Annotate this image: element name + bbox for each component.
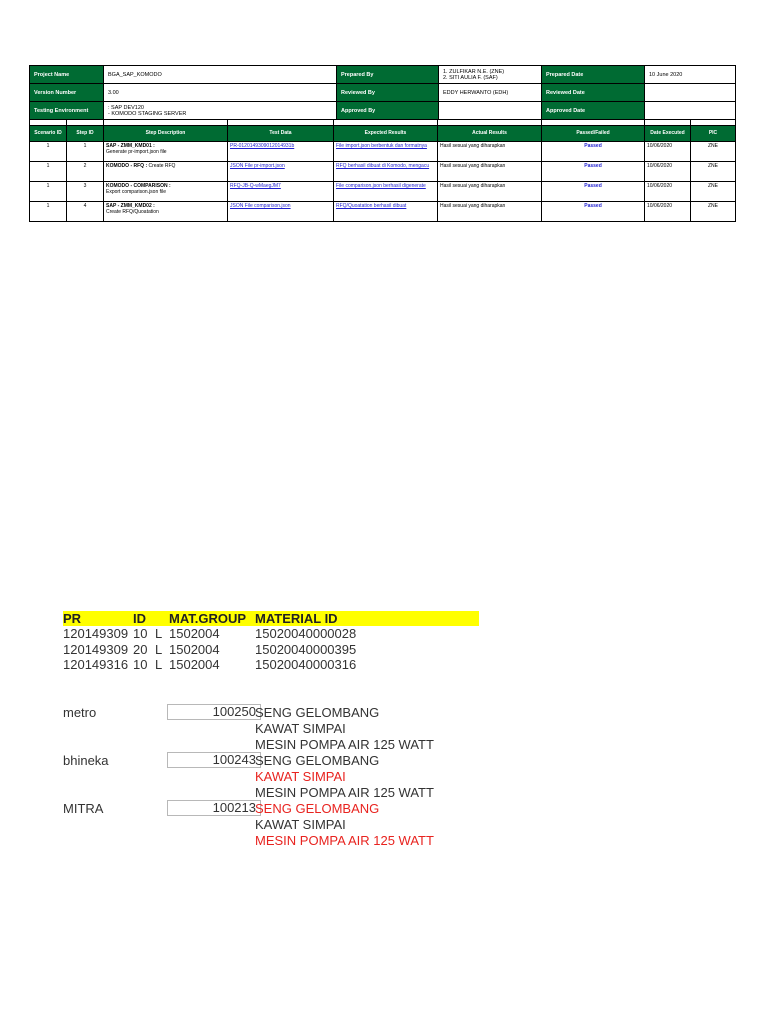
vendor-item-highlighted: MESIN POMPA AIR 125 WATT [255,833,434,848]
pr-table-row [63,626,479,642]
col-actual-results: Actual Results [438,126,542,142]
prepared-by-label: Prepared By [337,66,439,84]
step-description-cell[interactable] [104,162,228,182]
date-executed-cell[interactable]: 10/06/2020 [645,202,691,222]
material-id-cell[interactable]: 15020040000028 [255,626,357,641]
step-description-title: KOMODO - RFQ : [106,163,148,169]
step-id-cell[interactable]: 3 [67,182,104,202]
step-row [30,162,736,182]
step-description-line-2: Create RFQ/Quoatation [106,209,159,215]
date-executed-cell[interactable]: 10/06/2020 [645,142,691,162]
col-pic: PIC [691,126,736,142]
mat-group-cell[interactable]: 1502004 [169,657,220,672]
col-test-data: Test Data [228,126,334,142]
actual-results-cell[interactable]: Hasil sesuai yang diharapkan [438,162,542,182]
project-name-value[interactable]: BGA_SAP_KOMODO [104,66,337,84]
approved-by-value[interactable] [439,102,542,120]
reviewed-date-value[interactable] [645,84,736,102]
vendor-code-cell[interactable]: 100250 [167,704,261,720]
vendor-item: KAWAT SIMPAI [255,721,346,736]
step-id-cell[interactable]: 2 [67,162,104,182]
col-expected-results: Expected Results [334,126,438,142]
expected-results-link[interactable]: File import.json berbentuk dan formatnya [334,142,438,162]
step-description-title: SAP - ZMM_KMD02 : [106,203,155,209]
col-passed-failed: Passed/Failed [542,126,645,142]
vendor-name: bhineka [63,753,109,768]
col-step-description: Step Description [104,126,228,142]
approved-date-label: Approved Date [542,102,645,120]
test-data-link[interactable]: JSON File pr-import.json [228,162,334,182]
pr-table-row [63,657,479,673]
id-cell[interactable]: 10 [133,626,148,641]
test-data-link[interactable]: PR-0120149309012014931b [228,142,334,162]
approved-date-value[interactable] [645,102,736,120]
pr-material-table [63,611,479,673]
expected-results-link[interactable]: RFQ berhasil dibuat di Komodo, mengacu [334,162,438,182]
approved-by-label: Approved By [337,102,439,120]
test-data-link[interactable]: JSON File comparison.json [228,202,334,222]
vendor-name: metro [63,705,97,720]
pr-table-row [63,642,479,658]
id-cell[interactable]: 20 [133,641,148,657]
mat-group-header: MAT.GROUP [169,611,247,626]
vendor-item: SENG GELOMBANG [255,753,380,768]
vendor-item-highlighted: SENG GELOMBANG [255,801,380,816]
environment-info-row [30,102,736,120]
vendor-item: MESIN POMPA AIR 125 WATT [255,785,434,800]
pic-cell[interactable]: ZNE [691,182,736,202]
step-row [30,142,736,162]
scenario-id-cell[interactable]: 1 [30,182,67,202]
col-step-id: Step ID [67,126,104,142]
reviewed-date-label: Reviewed Date [542,84,645,102]
material-id-header: MATERIAL ID [255,611,338,626]
testing-environment-line-1: : SAP DEV120 [108,104,144,111]
pr-cell[interactable]: 120149309 [63,641,129,657]
step-row [30,202,736,222]
actual-results-cell[interactable]: Hasil sesuai yang diharapkan [438,142,542,162]
test-steps-table [29,119,736,222]
pic-cell[interactable]: ZNE [691,142,736,162]
project-info-row [30,66,736,84]
material-id-cell[interactable]: 15020040000316 [255,657,357,672]
step-description-cell[interactable] [104,202,228,222]
status-passed[interactable]: Passed [542,162,645,182]
prepared-date-label: Prepared Date [542,66,645,84]
version-number-label: Version Number [30,84,104,102]
pr-header: PR [63,611,82,626]
actual-results-cell[interactable]: Hasil sesuai yang diharapkan [438,202,542,222]
testing-environment-line-2: - KOMODO STAGING SERVER [108,110,187,117]
step-description-title: SAP - ZMM_KMD01 : [106,143,155,149]
testing-environment-label: Testing Environment [30,102,104,120]
material-id-cell[interactable]: 15020040000395 [255,641,357,657]
step-description-rest: Create RFQ [147,163,176,169]
prepared-by-line-2: 2. SITI AULIA F. (SAF) [443,74,498,81]
step-id-cell[interactable]: 4 [67,202,104,222]
step-description-title: KOMODO - COMPARISON : [106,183,171,189]
status-passed[interactable]: Passed [542,142,645,162]
prepared-date-value[interactable]: 10 June 2020 [645,66,736,84]
prepared-by-value[interactable] [439,66,542,84]
col-date-executed: Date Executed [645,126,691,142]
pic-cell[interactable]: ZNE [691,162,736,182]
prepared-by-line-1: 1. ZULFIKAR N.E. (ZNE) [443,68,505,75]
pr-cell[interactable]: 120149316 [63,657,129,672]
date-executed-cell[interactable]: 10/06/2020 [645,182,691,202]
step-description-line-2: Generate pr-import.json file [106,149,167,155]
l-cell[interactable]: L [155,626,163,641]
step-row [30,182,736,202]
project-name-label: Project Name [30,66,104,84]
mat-group-cell[interactable]: 1502004 [169,626,220,641]
date-executed-cell[interactable]: 10/06/2020 [645,162,691,182]
step-description-line-2: Export comparison.json file [106,189,167,195]
l-cell[interactable]: L [155,657,163,672]
vendor-name: MITRA [63,801,104,816]
step-id-cell[interactable]: 1 [67,142,104,162]
pr-cell[interactable]: 120149309 [63,626,129,641]
steps-header-row [30,126,736,142]
vendor-item-highlighted: KAWAT SIMPAI [255,769,346,784]
scenario-id-cell[interactable]: 1 [30,162,67,182]
step-description-cell[interactable] [104,142,228,162]
pic-cell[interactable]: ZNE [691,202,736,222]
test-data-link[interactable]: RFQ-JB-Q-wMaegJM7 [228,182,334,202]
id-header: ID [133,611,146,626]
id-cell[interactable]: 10 [133,657,148,672]
reviewed-by-value[interactable]: EDDY HERWANTO (EDH) [439,84,542,102]
status-passed[interactable]: Passed [542,182,645,202]
vendor-code-cell[interactable]: 100243 [167,752,261,768]
pr-table-header [63,611,479,626]
expected-results-link[interactable]: File comparison.json berhasil digenerate [334,182,438,202]
step-description-cell[interactable] [104,182,228,202]
project-info-table [29,65,736,120]
version-info-row [30,84,736,102]
reviewed-by-label: Reviewed By [337,84,439,102]
version-number-value[interactable]: 3.00 [104,84,337,102]
l-cell[interactable]: L [155,641,163,657]
status-passed[interactable]: Passed [542,202,645,222]
vendor-item: MESIN POMPA AIR 125 WATT [255,737,434,752]
vendor-code-cell[interactable]: 100213 [167,800,261,816]
vendor-item: SENG GELOMBANG [255,705,380,720]
mat-group-cell[interactable]: 1502004 [169,641,220,657]
testing-environment-value[interactable] [104,102,337,120]
expected-results-link[interactable]: RFQ/Quoatation berhasil dibuat [334,202,438,222]
actual-results-cell[interactable]: Hasil sesuai yang diharapkan [438,182,542,202]
vendor-item: KAWAT SIMPAI [255,817,346,832]
scenario-id-cell[interactable]: 1 [30,202,67,222]
scenario-id-cell[interactable]: 1 [30,142,67,162]
col-scenario-id: Scenario ID [30,126,67,142]
